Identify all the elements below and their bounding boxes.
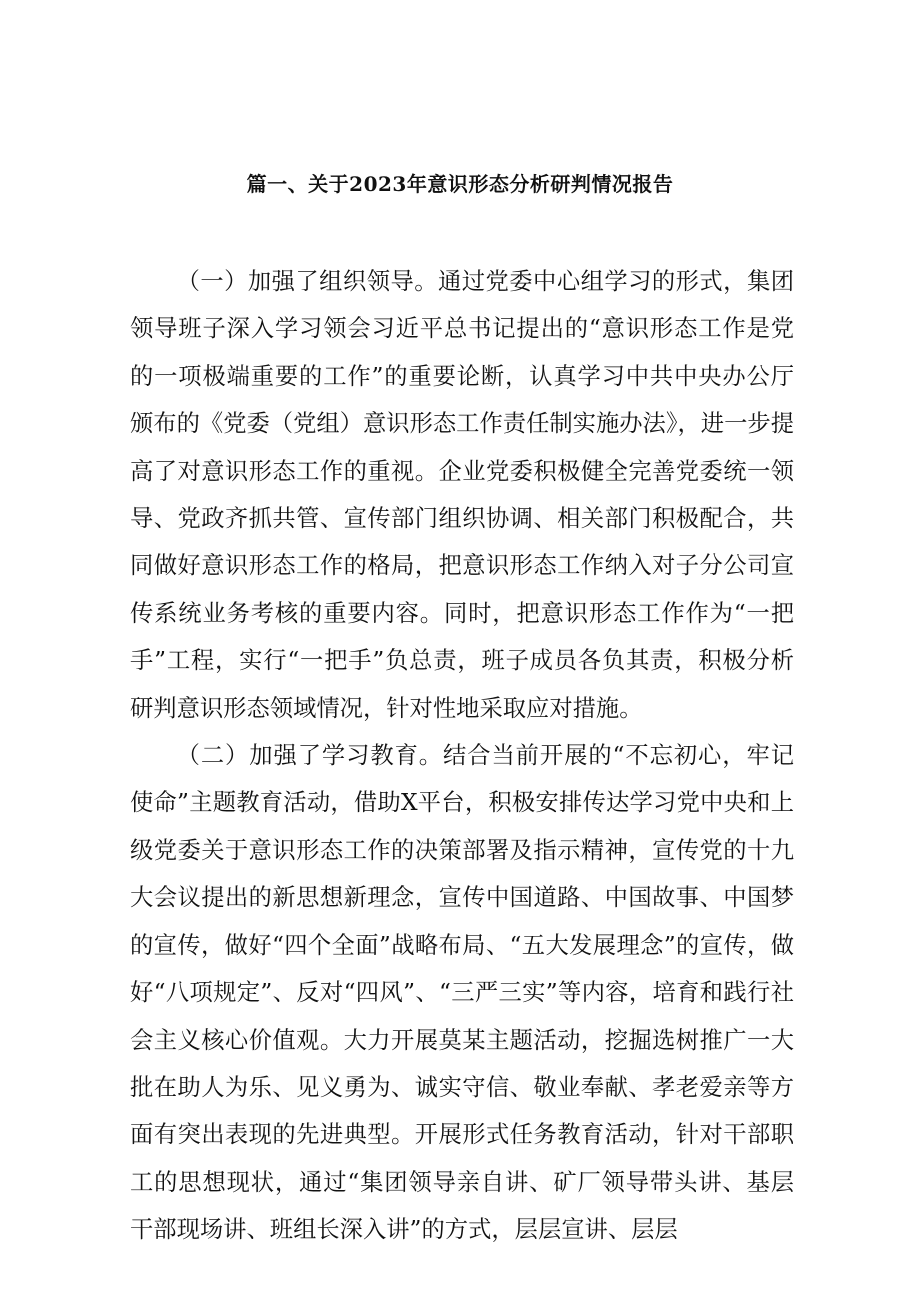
paragraph-organizational-leadership: （一）加强了组织领导。通过党委中心组学习的形式，集团领导班子深入学习领会习近平总书记提出的“意识形态工作是党的一项极端重要的工作”的重要论断，认真学习中共中央办公厅颁布的《党委（党组）意识形态工作责任制实施办法》，进一步提高了对意识形态工作的重视。企业党委积极健全完善党委统一领导、党政齐抓共管、宣传部门组织协调、相关部门积极配合，共同做好意识形态工作的格局，把意识形态工作纳入对子分公司宣传系统业务考核的重要内容。同时，把意识形态工作作为“一把手”工程，实行“一把手”负总责，班子成员各负其责，积极分析研判意识形态领域情况，针对性地采取应对措施。	[130, 268, 794, 722]
document-body	[130, 258, 794, 1254]
paragraph-learning-education: （二）加强了学习教育。结合当前开展的“不忘初心，牢记使命”主题教育活动，借助X平台，积极安排传达学习党中央和上级党委关于意识形态工作的决策部署及指示精神，宣传党的十九大会议提出的新思想新理念，宣传中国道路、中国故事、中国梦的宣传，做好“四个全面”战略布局、“五大发展理念”的宣传，做好“八项规定”、反对“四风”、“三严三实”等内容，培育和践行社会主义核心价值观。大力开展莫某主题活动，挖掘选树推广一大批在助人为乐、见义勇为、诚实守信、敬业奉献、孝老爱亲等方面有突出表现的先进典型。开展形式任务教育活动，针对干部职工的思想现状，通过“集团领导亲自讲、矿厂领导带头讲、基层干部现场讲、班组长深入讲”的方式，层层宣讲、层层	[130, 742, 794, 1244]
document-title: 篇一、关于2023年意识形态分析研判情况报告	[246, 172, 674, 196]
